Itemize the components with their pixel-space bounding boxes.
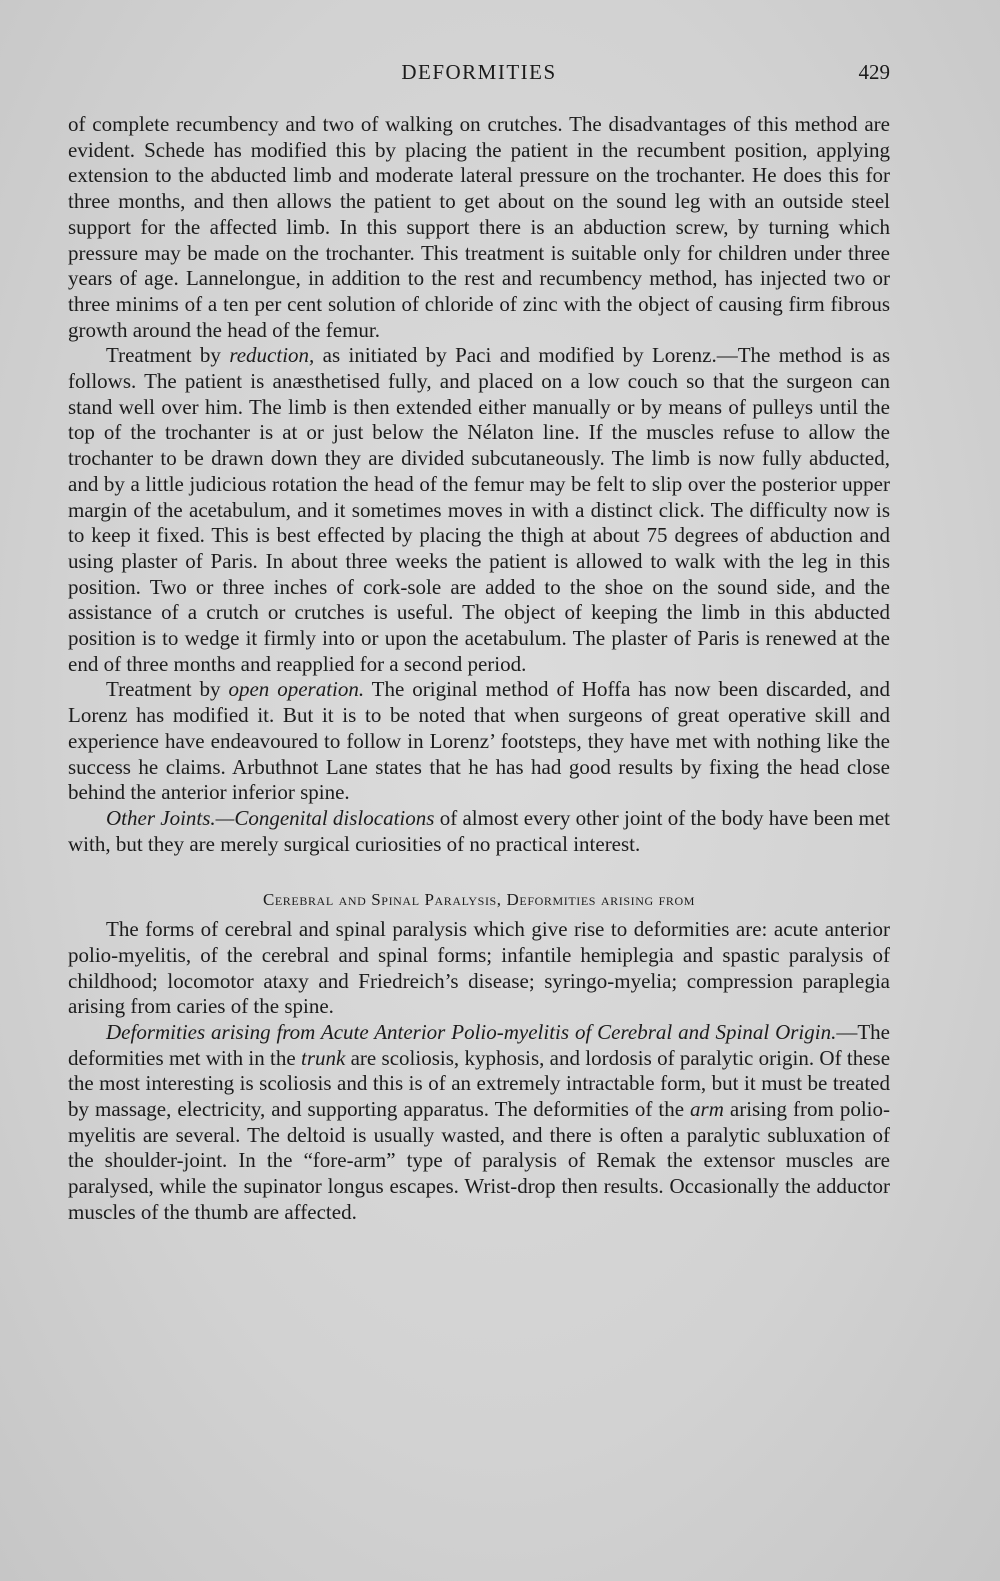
running-title: DEFORMITIES [401, 60, 557, 84]
paragraph-lead-italic: open operation. [228, 677, 365, 702]
page-number: 429 [858, 60, 890, 84]
paragraph-recumbency [68, 112, 890, 343]
paragraph-text: are scoliosis, kyphosis, and lordosis of paralytic origin. Of these the most interesting is scoliosis and this is of an extremely intractable form, but it must be treated by massage, electricity, and supporting apparatus. The deformities of the [68, 1045, 891, 1122]
paragraph-text: of almost every other joint of the body have been met with, but they are merely surgical curiosities of no practical interest. [68, 805, 890, 856]
section-heading: Cerebral and Spinal Paralysis, Deformities arising from [262, 890, 696, 910]
paragraph-other-joints [68, 806, 890, 857]
paragraph-text: The original method of Hoffa has now been discarded, and Lorenz has modified it. But it is to be noted that when surgeons of great operative skill and experience have endeavoured to follow in Lorenz’ footsteps, they have met with nothing like the success he claims. Arbuthnot Lane states that he has had good results by fixing the head close behind the anterior inferior spine. [68, 677, 890, 805]
paragraph-lead: Treatment by [106, 677, 229, 702]
paragraph-polio-myelitis [68, 1020, 890, 1226]
paragraph-open-operation [68, 677, 890, 806]
paragraph-lead-italic: reduction, [229, 343, 315, 368]
paragraph-lead-italic: Other Joints.—Congenital dislocations [106, 805, 435, 830]
paragraph-text: —The deformities met with in the [68, 1019, 890, 1070]
paragraph-text: arising from polio-myelitis are several. The deltoid is usually wasted, and there is often a paralytic subluxation of the shoulder-joint. In the “fore-arm” type of paralysis of Remak the extensor muscles are paralysed, while the supinator longus escapes. Wrist-drop then results. Occasionally the adductor muscles of the thumb are affected. [68, 1097, 890, 1224]
paragraph-text: The forms of cerebral and spinal paralysis which give rise to deformities are: acute anterior polio-myelitis, of the cerebral and spinal forms; infantile hemiplegia and spastic paralysis of childhood; locomotor ataxy and Friedreich’s disease; syringo-myelia; compression paraplegia arising from caries of the spine. [68, 917, 890, 1019]
paragraph-reduction [68, 343, 890, 677]
body-text [68, 112, 890, 1226]
paragraph-italic-term: trunk [300, 1045, 346, 1070]
paragraph-lead-italic: Deformities arising from Acute Anterior Polio-myelitis of Cerebral and Spinal Origin. [106, 1019, 837, 1044]
running-head [68, 60, 890, 90]
paragraph-text: as initiated by Paci and modified by Lorenz.—The method is as follows. The patient is anæsthetised fully, and placed on a low couch so that the surgeon can stand well over him. The limb is then extended either manually or by means of pulleys until the top of the trochanter is at or just below the Nélaton line. If the muscles refuse to allow the trochanter to be drawn down they are divided subcutaneously. The limb is now fully abducted, and by a little judicious rotation the head of the femur may be felt to slip over the posterior upper margin of the acetabulum, and it sometimes moves in with a distinct click. The difficulty now is to keep it fixed. This is best effected by placing the thigh at about 75 degrees of abduction and using plaster of Paris. In about three weeks the patient is allowed to walk with the leg in this position. Two or three inches of cork-sole are added to the shoe on the sound side, and the assistance of a crutch or crutches is useful. The object of keeping the limb in this abducted position is to wedge it firmly into or upon the acetabulum. The plaster of Paris is renewed at the end of three months and reapplied for a second period. [68, 343, 890, 676]
paragraph-italic-term: arm [690, 1097, 724, 1122]
paragraph-lead: Treatment by [106, 343, 230, 368]
paragraph-forms [68, 917, 890, 1020]
paragraph-text: of complete recumbency and two of walking on crutches. The disadvantages of this method are evident. Schede has modified this by placing the patient in the recumbent position, applying extension to the abducted limb and moderate lateral pressure on the trochanter. He does this for three months, and then allows the patient to get about on the sound leg with an outside steel support for the affected limb. In this support there is an abduction screw, by turning which pressure may be made on the trochanter. This treatment is suitable only for children under three years of age. Lannelongue, in addition to the rest and recumbency method, has injected two or three minims of a ten per cent solution of chloride of zinc with the object of causing firm fibrous growth around the head of the femur. [68, 112, 890, 342]
